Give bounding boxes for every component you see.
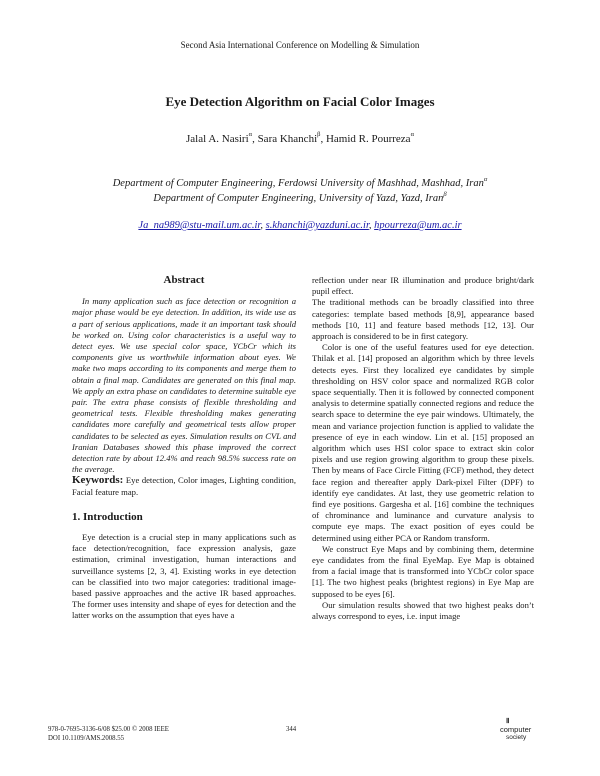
paragraph: reflection under near IR illumination and produce bright/dark pupil effect. bbox=[312, 275, 534, 297]
affiliation-mark: β bbox=[443, 191, 447, 198]
author-mark: α bbox=[410, 131, 414, 138]
logo-text: computer bbox=[500, 725, 532, 734]
author-mark: β bbox=[317, 131, 321, 138]
author-list: Jalal A. Nasiri$^\alpha$, Sara Khanchi$^\beta$, Hamid R. Pourreza$^\alpha$ bbox=[186, 131, 414, 145]
isbn-text: 978-0-7695-3136-6/08 $25.00 © 2008 IEEE bbox=[48, 726, 169, 733]
author-mark: α bbox=[248, 131, 253, 138]
paragraph: Eye detection is a crucial step in many applications such as face detection/recognition, face expression analysis, gaze estimation, criminal investigation, human interactions and surveillance systems [2, 3, 4]. Existing works in eye detection can be classified into two major categories: traditional image-based passive approaches and the active IR based approaches. The former uses intensity and shape of eyes for detection and the latter works on the assumption that eyes have a bbox=[72, 532, 296, 621]
abstract-text: In many application such as face detection or recognition a major phase would be eye detection. In addition, its wide use as a part of serious applications, made it an important task should be worked on. Using color characteristics is a useful way to detect eyes. We use special color space, YCbCr which its components give us worthwhile information about eyes. We make two maps according to its components and merge them to obtain a final map. Candidates are generated on this final map. We apply an extra phase on candidates to determine suitable eye pair. The extra phase consists of flexible thresholding and geometrical tests. Flexible thresholding makes generating candidates more carefully and geometrical tests allow proper candidates to be selected as eyes. Simulation results on CVL and Iranian Databases showed this phase improved the correct detection rate by about 12.4% and reach 98.5% success rate on the average. bbox=[72, 296, 296, 475]
affiliation: Department of Computer Engineering, University of Yazd, Yazd, Iran$^\beta$ bbox=[153, 191, 447, 204]
email-link[interactable]: hpourreza@um.ac.ir bbox=[374, 220, 462, 231]
right-column bbox=[312, 275, 534, 622]
footer-copyright bbox=[48, 725, 169, 743]
paper-title: Eye Detection Algorithm on Facial Color Images bbox=[165, 94, 435, 109]
logo-mark: Ⅱ bbox=[506, 718, 510, 725]
affiliation: Department of Computer Engineering, Ferdowsi University of Mashhad, Mashhad, Iran$^\alpha$ bbox=[112, 176, 488, 189]
email-list: Ja_na989@stu-mail.um.ac.ir, s.khanchi@yazduni.ac.ir, hpourreza@um.ac.ir bbox=[138, 220, 462, 231]
keywords-label: Keywords: bbox=[72, 474, 124, 487]
paragraph: Our simulation results showed that two highest peaks don’t always correspond to eyes, i.e. input image bbox=[312, 599, 534, 622]
abstract-heading: Abstract bbox=[163, 274, 205, 286]
conference-header: Second Asia International Conference on Modelling & Simulation bbox=[180, 40, 420, 50]
keywords bbox=[72, 475, 296, 497]
keywords-text: Eye detection, Color images, Lighting condition, Facial feature map. bbox=[72, 475, 296, 497]
logo-text: society bbox=[506, 734, 527, 741]
author-name: Jalal A. Nasiri bbox=[186, 133, 249, 145]
affiliation-mark: α bbox=[483, 176, 488, 183]
paragraph: We construct Eye Maps and by combining them, determine eye candidates from the final EyeMap. Eye Map is obtained from a facial image that is transformed into YCbCr color space [1]. The two highest peaks (brightest regions) in Eye Map are supposed to be eyes [6]. bbox=[312, 543, 534, 599]
left-column bbox=[72, 275, 296, 622]
paragraph: Color is one of the useful features used for eye detection. Thilak et al. [14] proposed an algorithm which by three levels detects eyes. First they localized eye candidates by simple thresholding on HSV color space and normalized RGB color space sequentially. Then it is followed by connected component analysis to determine spatially connected regions and reduce the search space to determine the eye pair windows. Ultimately, the mean and variance projection function is applied to validate the presence of eye in each window. Lin et al. [15] proposed an algorithm which uses HSI color space to extract skin color pixels and use region growing algorithm to group these pixels. Then by means of Face Circle Fitting (FCF) method, they detect face region and thereafter apply Dark-pixel Filter (DPF) to identify eye candidates. At last, they use geometric relation to find eye positions. Gargesha et al. [16] combine the techniques of chrominance and luminance and curvature analysis to compute eye maps. The exact position of eyes could be determined using either PCA or Random transform. bbox=[312, 342, 534, 543]
email-link[interactable]: Ja_na989@stu-mail.um.ac.ir bbox=[138, 220, 261, 231]
author-name: Sara Khanchi bbox=[257, 133, 318, 145]
doi-text: DOI 10.1109/AMS.2008.55 bbox=[48, 735, 125, 742]
email-link[interactable]: s.khanchi@yazduni.ac.ir bbox=[265, 220, 369, 231]
paragraph: The traditional methods can be broadly classified into three categories: template based methods [8,9], appearance based methods [10, 11] and feature based methods [12, 13]. Our approach is considered to be in first category. bbox=[312, 297, 534, 342]
author-name: Hamid R. Pourreza bbox=[325, 133, 411, 145]
computer-society-logo bbox=[496, 717, 540, 743]
section-heading: 1. Introduction bbox=[72, 510, 143, 523]
page-number: 344 bbox=[286, 726, 297, 733]
